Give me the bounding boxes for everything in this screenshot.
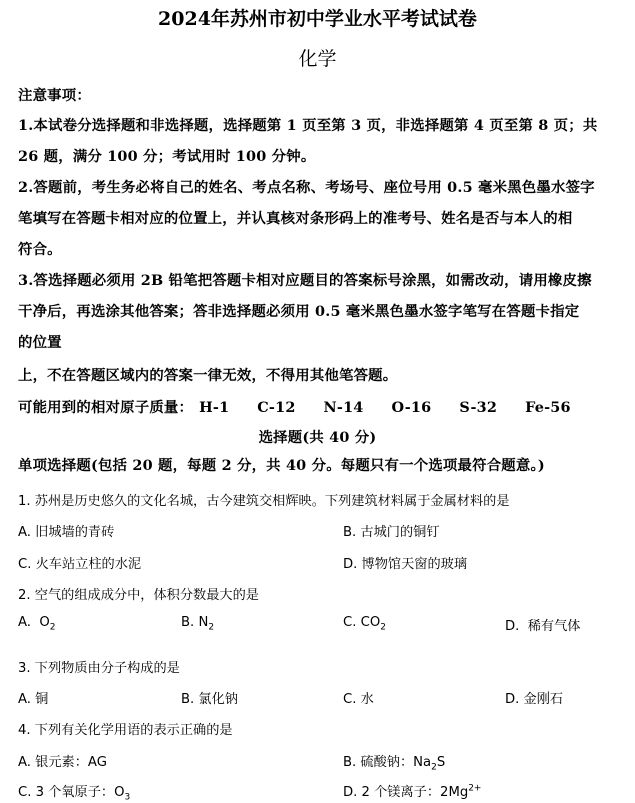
question-option: B. $N_2$	[181, 615, 215, 633]
notes-line: 3.答选择题必须用 2B 铅笔把答题卡相对应题目的答案标号涂黑，如需改动，请用橡皮擦	[18, 272, 592, 289]
question-option: C. 水	[343, 692, 374, 707]
notes-heading: 注意事项：	[18, 87, 91, 104]
question-option: C. 3 个氧原子：$O_3$	[18, 785, 131, 803]
question-option: B. 硫酸钠：$Na_2S$	[343, 755, 446, 773]
atomic-mass-line	[18, 396, 599, 417]
exam-subject: 化学	[298, 48, 337, 70]
question-option: C. 火车站立柱的水泥	[18, 557, 142, 572]
atomic-mass-item: N-14	[323, 399, 364, 416]
section-instruction: 单项选择题(包括 20 题，每题 2 分，共 40 分。每题只有一个选项最符合题意。)	[18, 457, 545, 474]
question-option: C. $CO_2$	[343, 615, 386, 633]
atomic-mass-item: O-16	[391, 399, 432, 416]
question-stem: 2. 空气的组成成分中，体积分数最大的是	[18, 588, 259, 603]
notes-line: 1.本试卷分选择题和非选择题，选择题第 1 页至第 3 页，非选择题第 4 页至第 8 页；共	[18, 117, 598, 134]
question-option: A. $O_2$	[18, 615, 56, 633]
question-option: D. 2 个镁离子：$2Mg^{2+}$	[343, 783, 482, 800]
section-title: 选择题(共 40 分)	[258, 429, 377, 446]
question-stem: 1. 苏州是历史悠久的文化名城，古今建筑交相辉映。下列建筑材料属于金属材料的是	[18, 494, 510, 509]
question-option: A. 银元素：AG	[18, 755, 107, 770]
question-option: D. 博物馆天窗的玻璃	[343, 557, 468, 572]
notes-line: 26 题，满分 100 分；考试用时 100 分钟。	[18, 148, 316, 165]
atomic-mass-item: C-12	[257, 399, 296, 416]
question-option: D. 稀有气体	[505, 619, 581, 634]
question-stem: 3. 下列物质由分子构成的是	[18, 661, 180, 676]
notes-line: 干净后，再选涂其他答案；答非选择题必须用 0.5 毫米黑色墨水签字笔写在答题卡指定	[18, 303, 580, 320]
question-option: B. 氯化钠	[181, 692, 238, 707]
atomic-mass-item: H-1	[199, 399, 230, 416]
exam-title: 2024年苏州市初中学业水平考试试卷	[158, 8, 477, 30]
notes-line: 上，不在答题区域内的答案一律无效，不得用其他笔答题。	[18, 367, 398, 384]
notes-line: 符合。	[18, 241, 62, 258]
question-option: B. 古城门的铜钉	[343, 525, 440, 540]
atomic-mass-item: Fe-56	[525, 399, 571, 416]
question-stem: 4. 下列有关化学用语的表示正确的是	[18, 723, 233, 738]
notes-line: 的位置	[18, 334, 62, 351]
notes-line: 笔填写在答题卡相对应的位置上，并认真核对条形码上的准考号、姓名是否与本人的相	[18, 210, 573, 227]
atomic-mass-label: 可能用到的相对原子质量：	[18, 399, 194, 416]
atomic-mass-item: S-32	[459, 399, 498, 416]
question-option: A. 铜	[18, 692, 49, 707]
question-option: A. 旧城墙的青砖	[18, 525, 115, 540]
notes-line: 2.答题前，考生务必将自己的姓名、考点名称、考场号、座位号用 0.5 毫米黑色墨水签字	[18, 179, 595, 196]
question-option: D. 金刚石	[505, 692, 564, 707]
